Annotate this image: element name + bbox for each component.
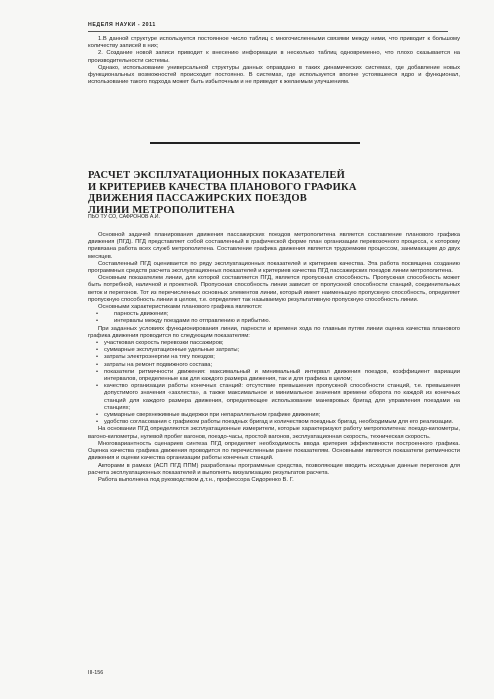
indicator-item: • суммарные эксплуатационные удельные затраты; — [88, 347, 460, 354]
article-title — [88, 170, 388, 216]
indicator-item: • суммарные сверхнежимные выдержки при непараллельном графике движения; — [88, 412, 460, 419]
acknowledgement: Работа выполнена под руководством д.т.н., профессора Сидоренко В. Г. — [98, 476, 294, 483]
page-number: III-156 — [88, 670, 104, 676]
indicator-item: • участковая скорость перевозки пассажиров; — [88, 340, 460, 347]
body-paragraph: На основании ПГД определяются эксплуатационные измерители, которые характеризуют работу метрополитена: поездо-километры, вагоно-километры, нулевой пробег вагонов, поездо-часы, простой вагонов, эксплуатационная скорость, техническая скорость. — [88, 426, 460, 440]
body-paragraph: Многовариантность сценариев синтеза ПГД определяет необходимость ввода критерия эффективности построенного графика. Оценка качества графика движения проводится по перечисленным ранее показателям. Основными являются показатели ритмичности движения и оценки качества организации работы конечных станций. — [88, 440, 460, 462]
body-paragraph: При заданных условиях функционирования линии, парности и времени хода по главным путям линии оценка качества планового графика движения проводится по следующим показателям: — [88, 325, 460, 339]
indicator-item: • затраты электроэнергии на тягу поездов; — [88, 354, 460, 361]
body-paragraph: Основными характеристиками планового графика являются: — [98, 304, 263, 311]
indicator-item: • качество организации работы конечных станций: отсутствие превышения пропускной способности станций, т.е. превышения допустимого значения «захлеста», а также максимальное и минимальное значения времени оборота по каждой из конечных станций для каждого размера движения, определяющее использование маневровых бригад для управления поездами на станциях; — [88, 383, 460, 412]
intro-section — [88, 36, 460, 86]
indicator-item: • удобство согласования с графиком работы поездных бригад и количеством поездных бригад, необходимым для его реализации. — [88, 419, 460, 426]
characteristic-item: • интервалы между поездами по отправлению и прибытию. — [88, 318, 460, 325]
indicator-item: • затраты на ремонт подвижного состава; — [88, 362, 460, 369]
title-line: ДВИЖЕНИЯ ПАССАЖИРСКИХ ПОЕЗДОВ — [88, 193, 307, 204]
body-paragraph: Составленный ПГД оценивается по ряду эксплуатационных показателей и критериев качества. Эта работа посвящена созданию программных средств расчета эксплуатационных показателей и критериев качества ПГД пассажирских поездов линии метрополитена. — [88, 260, 460, 275]
body-paragraph: Основной задачей планирования движения пассажирских поездов метрополитена является составление планового графика движения (ПГД). ПГД представляет собой составленный в графической форме план организации перевозочного процесса, к которому привязана работа всех служб метрополитена. Составление графика движения является трудоемким процессом, занимающим до двух месяцев. — [88, 232, 460, 260]
intro-paragraph: 2. Создание новой записи приводит к внесению информации в несколько таблиц одновременно, что плохо сказывается на производительности системы. — [88, 50, 460, 64]
intro-paragraph: 1.В данной структуре используется постоянное число таблиц с многочисленными связями между ними, что приводит к большому количеству записей в них; — [88, 36, 460, 50]
article-author: ПЬО ТУ СО, САФРОНОВ А.И. — [88, 214, 160, 220]
running-header: НЕДЕЛЯ НАУКИ - 2011 — [88, 22, 156, 28]
characteristic-item: • парность движения; — [88, 311, 460, 318]
section-divider — [150, 142, 360, 144]
intro-paragraph: Однако, использование универсальной структуры данных оправдано в таких динамических системах, где добавление новых функциональных возможностей происходит постоянно. В системах, где используется вполне устоявшееся ядро и функционал, использование такого подхода может быть избыточным и не приведет к желаемым улучшениям. — [88, 64, 460, 86]
header-rule — [88, 31, 448, 32]
title-line: И КРИТЕРИЕВ КАЧЕСТВА ПЛАНОВОГО ГРАФИКА — [88, 181, 357, 193]
title-line: РАСЧЕТ ЭКСПЛУАТАЦИОННЫХ ПОКАЗАТЕЛЕЙ — [88, 170, 345, 181]
title-line: ЛИНИИ МЕТРОПОЛИТЕНА — [88, 204, 235, 216]
indicator-item: • показатели ритмичности движения: максимальный и минимальный интервал движения поездов, коэффициент вариации интервалов, определенные как для каждого размера движения, так и для графика в целом; — [88, 369, 460, 383]
body-paragraph: Основным показателем линии, для которой составляется ПГД, является пропускная способность. Пропускная способность может быть потребной, наличной и проектной. Пропускная способность линии зависит от пропускной способности станций, соединительных веток и перегонов. Тот из перечисленных основных элементов линии, который имеет наименьшую пропускную способность, определяет пропускную способность линии в целом, т.е. определяет так называемую результативную пропускную способность линии. — [88, 275, 460, 303]
article-body — [88, 232, 460, 484]
body-paragraph: Авторами в рамках (АСП ПГД ППМ) разработаны программные средства, позволяющие вводить исходные данные перегонов для расчета эксплуатационных показателей и выполнять визуализацию результатов расчета. — [88, 462, 460, 476]
